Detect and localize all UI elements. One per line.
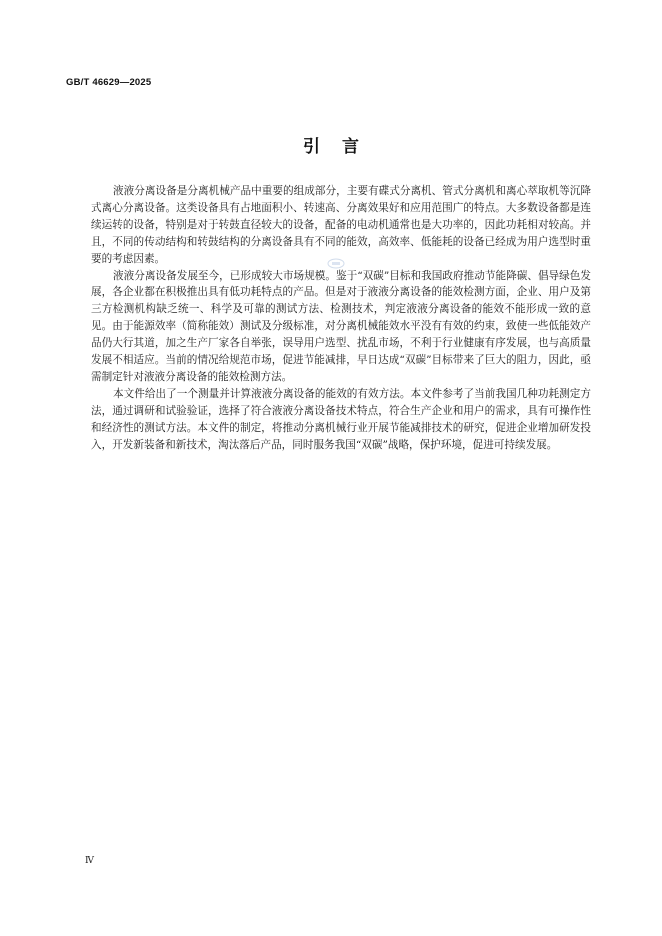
paragraph: 液液分离设备发展至今，已形成较大市场规模。鉴于“双碳”目标和我国政府推动节能降碳、倡导绿色发展，各企业都在积极推出具有低功耗特点的产品。但是对于液液分离设备的能效检测方面，企业、用户及第三方检测机构缺乏统一、科学及可靠的测试方法、检测技术，判定液液分离设备的能效不能形成一致的意见。由于能源效率（简称能效）测试及分级标准，对分离机械能效水平没有有效的约束，致使一些低能效产品仍大行其道，加之生产厂家各自举张，误导用户选型、扰乱市场，不利于行业健康有序发展，也与高质量发展不相适应。当前的情况给规范市场，促进节能减排，早日达成“双碳”目标带来了巨大的阻力，因此，亟需制定针对液液分离设备的能效检测方法。 — [91, 269, 591, 383]
watermark-logo-icon — [327, 258, 345, 269]
paragraph: 液液分离设备是分离机械产品中重要的组成部分，主要有碟式分离机、管式分离机和离心萃取机等沉降式离心分离设备。这类设备具有占地面积小、转速高、分离效果好和应用范围广的特点。大多数设备都是连续运转的设备，特别是对于转鼓直径较大的设备，配备的电动机通常也是大功率的，因此功耗相对较高。并且，不同的传动结构和转鼓结构的分离设备具有不同的能效，高效率、低能耗的设备已经成为用户选型时重要的考虑因素。 — [91, 185, 591, 265]
page-number: Ⅳ — [85, 856, 94, 866]
page-title: 引言 — [303, 137, 381, 157]
paragraph: 本文件给出了一个测量并计算液液分离设备的能效的有效方法。本文件参考了当前我国几种功耗测定方法，通过调研和试验验证，选择了符合液液分离设备技术特点，符合生产企业和用户的需求，具有可操作性和经济性的测试方法。本文件的制定，将推动分离机械行业开展节能减排技术的研究，促进企业增加研发投入，开发新装备和新技术，淘汰落后产品，同时服务我国“双碳”战略，保护环境，促进可持续发展。 — [91, 387, 591, 451]
introduction-body — [91, 183, 591, 454]
standard-number: GB/T 46629—2025 — [66, 77, 152, 88]
